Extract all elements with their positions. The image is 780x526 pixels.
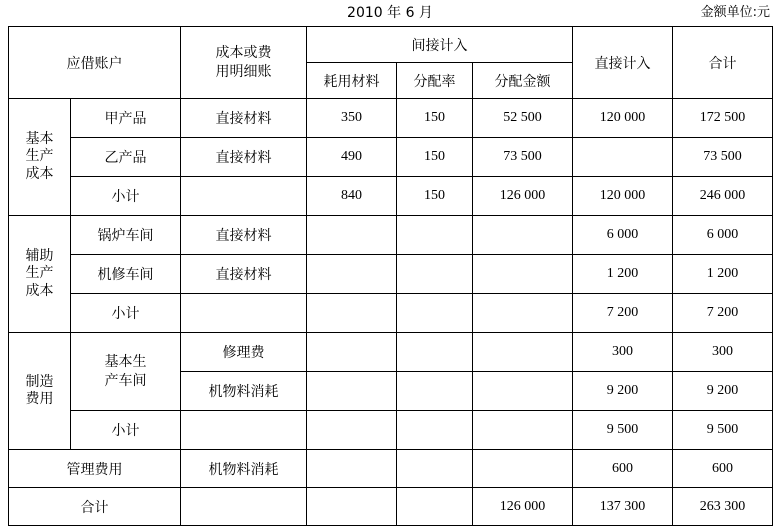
cost-detail-cell: 直接材料 — [181, 138, 307, 177]
total-cell: 7 200 — [673, 294, 773, 333]
table-row — [9, 333, 773, 372]
grand-total-label: 合计 — [9, 488, 181, 526]
header-row-1 — [9, 27, 773, 63]
subtotal-label: 小计 — [71, 177, 181, 216]
col-header-direct: 直接计入 — [573, 27, 673, 99]
cost-detail-cell: 机物料消耗 — [181, 450, 307, 488]
direct-cell: 600 — [573, 450, 673, 488]
cost-detail-cell — [181, 411, 307, 450]
direct-cell: 120 000 — [573, 99, 673, 138]
col-header-materials-used: 耗用材料 — [307, 63, 397, 99]
alloc-rate-cell — [397, 450, 473, 488]
alloc-amount-cell: 126 000 — [473, 488, 573, 526]
group-label-manufacturing-overhead: 制造 费用 — [9, 333, 71, 450]
direct-cell: 137 300 — [573, 488, 673, 526]
alloc-rate-cell — [397, 333, 473, 372]
total-cell: 246 000 — [673, 177, 773, 216]
table-row-grand-total — [9, 488, 773, 526]
total-cell: 600 — [673, 450, 773, 488]
cost-detail-cell: 机物料消耗 — [181, 372, 307, 411]
direct-cell: 7 200 — [573, 294, 673, 333]
alloc-amount-cell — [473, 255, 573, 294]
alloc-amount-cell: 126 000 — [473, 177, 573, 216]
alloc-amount-cell — [473, 216, 573, 255]
total-cell: 9 500 — [673, 411, 773, 450]
alloc-amount-cell: 73 500 — [473, 138, 573, 177]
sheet-header — [0, 0, 780, 26]
cost-detail-cell — [181, 294, 307, 333]
table-row — [9, 138, 773, 177]
total-cell: 1 200 — [673, 255, 773, 294]
total-cell: 73 500 — [673, 138, 773, 177]
table-row — [9, 99, 773, 138]
total-cell: 300 — [673, 333, 773, 372]
direct-cell: 300 — [573, 333, 673, 372]
alloc-amount-cell — [473, 372, 573, 411]
subaccount-label: 基本生 产车间 — [71, 333, 181, 411]
direct-cell: 9 200 — [573, 372, 673, 411]
materials-used-cell — [307, 488, 397, 526]
materials-used-cell: 840 — [307, 177, 397, 216]
total-cell: 172 500 — [673, 99, 773, 138]
cost-table — [8, 26, 773, 526]
alloc-amount-cell — [473, 411, 573, 450]
subtotal-label: 小计 — [71, 411, 181, 450]
alloc-rate-cell: 150 — [397, 177, 473, 216]
currency-unit-label: 金额单位:元 — [700, 5, 770, 20]
group-label-basic-production: 基本 生产 成本 — [9, 99, 71, 216]
col-header-account: 应借账户 — [9, 27, 181, 99]
cost-detail-cell — [181, 488, 307, 526]
period-label: 2010 年 6 月 — [347, 5, 433, 21]
materials-used-cell: 490 — [307, 138, 397, 177]
table-row-admin-expense — [9, 450, 773, 488]
subaccount-label: 甲产品 — [71, 99, 181, 138]
direct-cell: 1 200 — [573, 255, 673, 294]
table-row — [9, 255, 773, 294]
col-header-indirect-group: 间接计入 — [307, 27, 573, 63]
subaccount-label: 机修车间 — [71, 255, 181, 294]
cost-detail-cell: 修理费 — [181, 333, 307, 372]
subaccount-label: 乙产品 — [71, 138, 181, 177]
alloc-rate-cell: 150 — [397, 99, 473, 138]
cost-detail-cell: 直接材料 — [181, 216, 307, 255]
alloc-amount-cell: 52 500 — [473, 99, 573, 138]
total-cell: 263 300 — [673, 488, 773, 526]
alloc-rate-cell — [397, 294, 473, 333]
alloc-amount-cell — [473, 450, 573, 488]
materials-used-cell — [307, 450, 397, 488]
materials-used-cell — [307, 255, 397, 294]
alloc-amount-cell — [473, 294, 573, 333]
table-row — [9, 216, 773, 255]
cost-detail-cell: 直接材料 — [181, 99, 307, 138]
alloc-rate-cell — [397, 411, 473, 450]
col-header-total: 合计 — [673, 27, 773, 99]
alloc-amount-cell — [473, 333, 573, 372]
materials-used-cell — [307, 216, 397, 255]
materials-used-cell — [307, 294, 397, 333]
direct-cell — [573, 138, 673, 177]
materials-used-cell: 350 — [307, 99, 397, 138]
alloc-rate-cell — [397, 255, 473, 294]
admin-expense-label: 管理费用 — [9, 450, 181, 488]
subaccount-label: 锅炉车间 — [71, 216, 181, 255]
table-row-subtotal — [9, 411, 773, 450]
col-header-cost-detail: 成本或费 用明细账 — [181, 27, 307, 99]
total-cell: 9 200 — [673, 372, 773, 411]
direct-cell: 6 000 — [573, 216, 673, 255]
materials-used-cell — [307, 411, 397, 450]
table-row-subtotal — [9, 177, 773, 216]
direct-cell: 9 500 — [573, 411, 673, 450]
col-header-alloc-amount: 分配金额 — [473, 63, 573, 99]
alloc-rate-cell — [397, 372, 473, 411]
cost-detail-cell: 直接材料 — [181, 255, 307, 294]
alloc-rate-cell — [397, 216, 473, 255]
materials-used-cell — [307, 333, 397, 372]
direct-cell: 120 000 — [573, 177, 673, 216]
subtotal-label: 小计 — [71, 294, 181, 333]
alloc-rate-cell: 150 — [397, 138, 473, 177]
alloc-rate-cell — [397, 488, 473, 526]
table-row-subtotal — [9, 294, 773, 333]
cost-detail-cell — [181, 177, 307, 216]
col-header-alloc-rate: 分配率 — [397, 63, 473, 99]
group-label-auxiliary-production: 辅助 生产 成本 — [9, 216, 71, 333]
materials-used-cell — [307, 372, 397, 411]
total-cell: 6 000 — [673, 216, 773, 255]
